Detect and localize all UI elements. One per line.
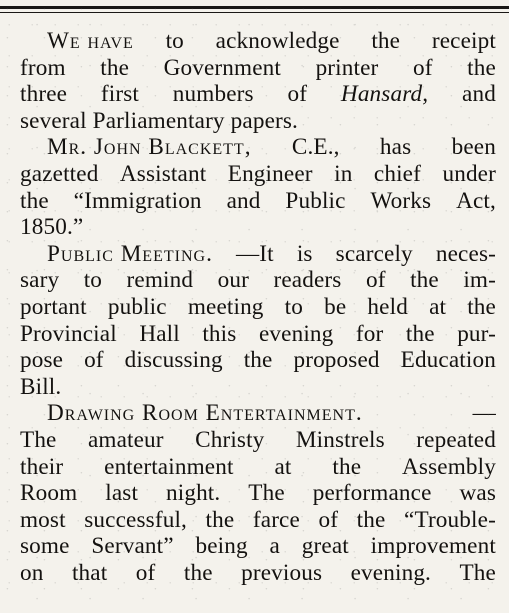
word: Engineer <box>227 160 313 187</box>
word: acknowledge <box>215 28 340 54</box>
paragraph-2-line-2 <box>20 161 496 188</box>
word: “Trouble- <box>404 506 496 533</box>
word: the <box>243 347 273 374</box>
word: has <box>379 134 412 161</box>
word: great <box>301 533 349 560</box>
word: Education <box>400 347 496 374</box>
word: papers. <box>230 107 299 134</box>
word: pur- <box>457 320 496 347</box>
word: of <box>287 81 308 108</box>
word: the <box>467 293 496 320</box>
word: of <box>135 559 156 586</box>
word: — <box>472 400 496 427</box>
word: at <box>429 293 447 320</box>
word: successful, <box>84 506 187 533</box>
word: the <box>410 267 439 294</box>
word: of <box>412 54 433 81</box>
header-rule-thick <box>0 6 509 9</box>
word: im- <box>463 267 496 294</box>
paragraph-4-line-2 <box>20 427 496 454</box>
paragraph-4-line-6 <box>20 533 496 560</box>
word: scarcely <box>335 240 413 267</box>
word: the <box>371 28 401 54</box>
word: Minstrels <box>295 426 385 453</box>
word: Hall <box>139 320 180 347</box>
word: of <box>365 267 386 294</box>
word: 1850.” <box>20 214 84 241</box>
word: to <box>165 28 184 54</box>
word: to <box>83 267 103 294</box>
word: three <box>20 81 68 108</box>
paragraph-4-line-7 <box>20 560 496 587</box>
word: Assembly <box>402 453 496 480</box>
paragraph-4-line-1 <box>20 400 496 427</box>
word: night. <box>165 480 221 507</box>
word: been <box>451 134 496 161</box>
word: most <box>20 506 66 533</box>
word: The <box>20 426 57 453</box>
paragraph-lead: Public Meeting. <box>47 240 213 267</box>
word: performance <box>312 480 432 507</box>
paragraph-lead: Mr. John Blackett, <box>47 134 252 161</box>
word: be <box>324 293 347 320</box>
word: The <box>459 559 496 586</box>
word: the <box>205 506 235 533</box>
paragraph-1-line-4 <box>20 108 496 135</box>
paragraph-1-line-3 <box>20 81 496 108</box>
word: the <box>405 320 435 347</box>
word: Act, <box>456 187 496 214</box>
word: under <box>442 160 496 187</box>
word: chief <box>373 160 421 187</box>
word: C.E., <box>291 134 340 161</box>
word: that <box>71 559 108 586</box>
word: entertainment <box>104 453 234 480</box>
word: discussing <box>124 347 223 374</box>
word: printer <box>315 54 379 81</box>
word: meeting <box>187 293 264 320</box>
word: Assistant <box>119 160 207 187</box>
word: The <box>248 480 285 507</box>
word: the <box>183 559 213 586</box>
word: repeated <box>416 426 496 453</box>
word: public <box>107 293 167 320</box>
paragraph-4-line-3 <box>20 454 496 481</box>
word: of <box>84 347 104 374</box>
paragraph-2-line-1 <box>20 134 496 161</box>
word: their <box>20 453 64 480</box>
word: held <box>367 293 408 320</box>
word: a <box>269 533 280 560</box>
word: receipt <box>431 28 496 54</box>
word: readers <box>273 267 342 294</box>
word: this <box>202 320 237 347</box>
word: numbers <box>172 81 254 108</box>
paragraph-2-line-4 <box>20 214 496 241</box>
word: of <box>318 506 339 533</box>
paragraph-lead: We have <box>47 28 134 54</box>
word: last <box>105 480 139 507</box>
paragraph-3-line-3 <box>20 294 496 321</box>
word: is <box>296 240 313 267</box>
word: at <box>274 453 292 480</box>
word: the <box>20 187 49 214</box>
news-column <box>20 28 496 586</box>
word: gazetted <box>20 160 99 187</box>
word: first <box>100 81 139 108</box>
paragraph-3-line-6 <box>20 374 496 401</box>
word: and <box>226 187 261 214</box>
word: the <box>467 54 496 81</box>
word: on <box>20 559 44 586</box>
paragraph-1-line-2 <box>20 55 496 82</box>
word: Room <box>20 480 78 507</box>
word: Works <box>370 187 432 214</box>
word: Government <box>163 54 281 81</box>
word: our <box>217 267 249 294</box>
paragraph-3-line-2 <box>20 267 496 294</box>
paragraph-4-line-5 <box>20 507 496 534</box>
word: farce <box>252 506 300 533</box>
word: proposed <box>293 347 380 374</box>
word: remind <box>126 267 194 294</box>
word: from <box>20 54 66 81</box>
paragraph-2-line-3 <box>20 188 496 215</box>
word: Christy <box>195 426 265 453</box>
word: being <box>195 533 248 560</box>
word: and <box>462 81 496 108</box>
header-rule-thin <box>0 12 509 13</box>
word: portant <box>20 293 87 320</box>
word: evening. <box>350 559 432 586</box>
paragraph-3-line-5 <box>20 347 496 374</box>
paragraph-3-line-4 <box>20 321 496 348</box>
word: neces- <box>435 240 496 267</box>
paragraph-lead: Drawing Room Entertainment. <box>47 400 363 427</box>
paragraph-1-line-1 <box>20 28 496 55</box>
paragraph-4-line-4 <box>20 480 496 507</box>
word: —It <box>235 240 274 267</box>
word: some <box>20 533 70 560</box>
word: Provincial <box>20 320 117 347</box>
word: the <box>100 54 130 81</box>
word: was <box>459 480 496 507</box>
word: pose <box>20 347 64 374</box>
word: in <box>334 160 353 187</box>
word: to <box>284 293 304 320</box>
word: Public <box>285 187 346 214</box>
word: several <box>20 107 87 134</box>
word: “Immigration <box>73 187 202 214</box>
word: the <box>356 506 386 533</box>
word: previous <box>241 559 323 586</box>
word: amateur <box>87 426 164 453</box>
word: evening <box>258 320 334 347</box>
word: the <box>332 453 362 480</box>
publication-title: Hansard, <box>340 81 429 108</box>
word: improvement <box>370 533 496 560</box>
word: sary <box>20 267 60 294</box>
word: for <box>355 320 384 347</box>
word: Parliamentary <box>92 107 225 134</box>
word: Servant” <box>91 533 174 560</box>
paragraph-3-line-1 <box>20 241 496 268</box>
word: Bill. <box>20 373 62 400</box>
